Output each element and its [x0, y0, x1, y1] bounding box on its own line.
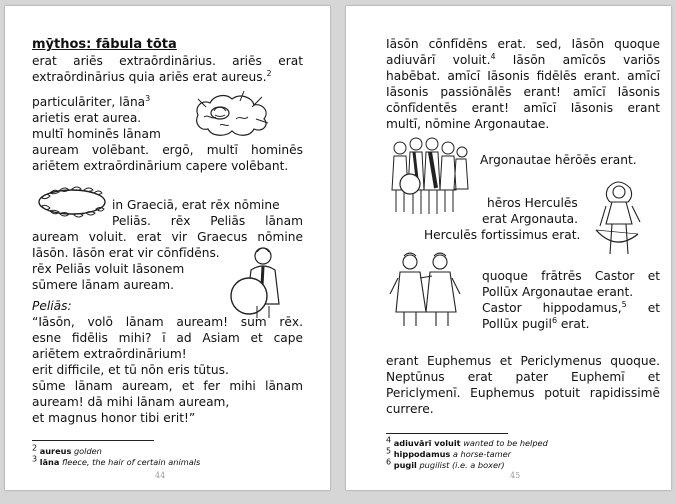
footnote: $^6$ pugil pugilist (i.e. a boxer) [386, 457, 505, 470]
text-line: auream voluit. erat vir Graecus nōmine [32, 230, 303, 244]
intro-paragraph [386, 36, 660, 132]
text-line: adiuvārī voluit.$^4$ Iāsōn amīcōs variōs [386, 51, 660, 67]
footnote-ref[interactable]: 2 [266, 68, 272, 78]
text-line: rēx Peliās voluit Iāsonem [32, 262, 185, 276]
intro-paragraph [32, 53, 303, 85]
text-line: arietis erat aurea. [32, 111, 142, 125]
euphemus-paragraph [386, 353, 660, 417]
text-line: auream! dā mihi lānam auream, [32, 395, 230, 409]
text-line: sūmere lānam auream. [32, 278, 175, 292]
text-line: ariētem extraōrdinārium! [32, 347, 187, 361]
text-line: Iāsonis passiōnālēs erant! amīcī Iāsonis [386, 85, 660, 99]
text-line: Peliās. rēx Peliās lānam [112, 214, 303, 228]
text-line: Argonautae hērōēs erant. [480, 153, 637, 167]
text-line: “Iāsōn, volō lānam auream! sum rēx. [32, 315, 303, 329]
footnote-ref[interactable]: 5 [621, 299, 627, 309]
text-line: hēros Herculēs [487, 196, 578, 210]
text-line: erat ariēs extraōrdinārius. ariēs erat [32, 54, 303, 68]
golden-fleece-illustration [190, 89, 274, 139]
text-line: erant Euphemus et Periclymenus quoque. [386, 354, 660, 368]
argonauts-illustration [386, 134, 470, 218]
text-line: quoque frātrēs Castor et [482, 269, 660, 283]
page-number: 45 [510, 471, 521, 480]
text-line: multī hominēs lānam [32, 127, 161, 141]
text-line: Pollūx pugil$^6$ erat. [482, 315, 590, 331]
text-line: esne fidēlis mihi? ī ad Asiam et cape [32, 331, 303, 345]
footnote-ref[interactable]: 6 [551, 315, 558, 325]
footnote-divider [386, 433, 508, 434]
text-line: Iāsōn cōnfīdēns erat. sed, Iāsōn quoque [386, 37, 660, 51]
text-line: Castor hippodamus,$^5$ et [482, 299, 661, 315]
text-line: erat Argonauta. [482, 212, 578, 226]
text-line: Pollūx Argonautae erant. [482, 285, 634, 299]
text-line: in Graeciā, erat rēx nōmine [112, 198, 280, 212]
text-line: multī, nōmine Argonautae. [386, 117, 550, 131]
speaker-label: Peliās: [32, 299, 72, 313]
speech-paragraph [32, 314, 303, 426]
page-number: 44 [155, 471, 166, 480]
text-line: erit difficile, et tū nōn eris tūtus. [32, 363, 229, 377]
hercules-illustration [592, 176, 646, 262]
footnote: $^5$ hippodamus a horse-tamer [386, 446, 511, 459]
paragraph [482, 268, 660, 332]
text-line: habēbat. amīcī Iāsonis fidēlēs erant. amīcī [386, 69, 660, 83]
text-line: currere. [386, 402, 434, 416]
text-line: Neptūnus erat pater Euphemī et [386, 370, 660, 384]
text-line: cōnfīdentēs erant! amīcī Iāsonis erant [386, 101, 660, 115]
text-line: extraōrdinārius quia ariēs erat aureus.$^2$ [32, 68, 272, 84]
text-line: auream volēbant. ergō, multī hominēs [32, 143, 303, 157]
left-page [5, 6, 330, 490]
footnote-ref[interactable]: 3 [145, 93, 151, 103]
text-line: Herculēs fortissimus erat. [424, 228, 581, 242]
right-page [346, 6, 671, 490]
text-line: Periclymenī. Euphemus potuit rapidissimē [386, 386, 660, 400]
text-line: ariētem extraōrdinārium capere volēbant. [32, 159, 289, 173]
footnote-ref[interactable]: 4 [490, 51, 496, 61]
text-line: Iāsōn. Iāsōn erat vir cōnfīdēns. [32, 246, 220, 260]
paragraph [112, 213, 303, 229]
footnote-divider [32, 440, 154, 441]
footnote: $^2$ aureus golden [32, 443, 102, 456]
page-title: mȳthos: fābula tōta [32, 37, 177, 52]
footnote: $^4$ adiuvārī voluit wanted to be helped [386, 435, 548, 448]
castor-pollux-illustration [386, 252, 470, 328]
laurel-wreath-illustration [32, 184, 112, 220]
text-line: sūme lānam auream, et fer mihi lānam [32, 379, 303, 393]
text-line: particulāriter, lāna$^3$ [32, 93, 151, 109]
jason-illustration [229, 244, 291, 320]
paragraph [32, 142, 303, 174]
text-line: et magnus honor tibi erit!” [32, 411, 196, 425]
footnote: $^3$ lāna fleece, the hair of certain animals [32, 454, 201, 467]
